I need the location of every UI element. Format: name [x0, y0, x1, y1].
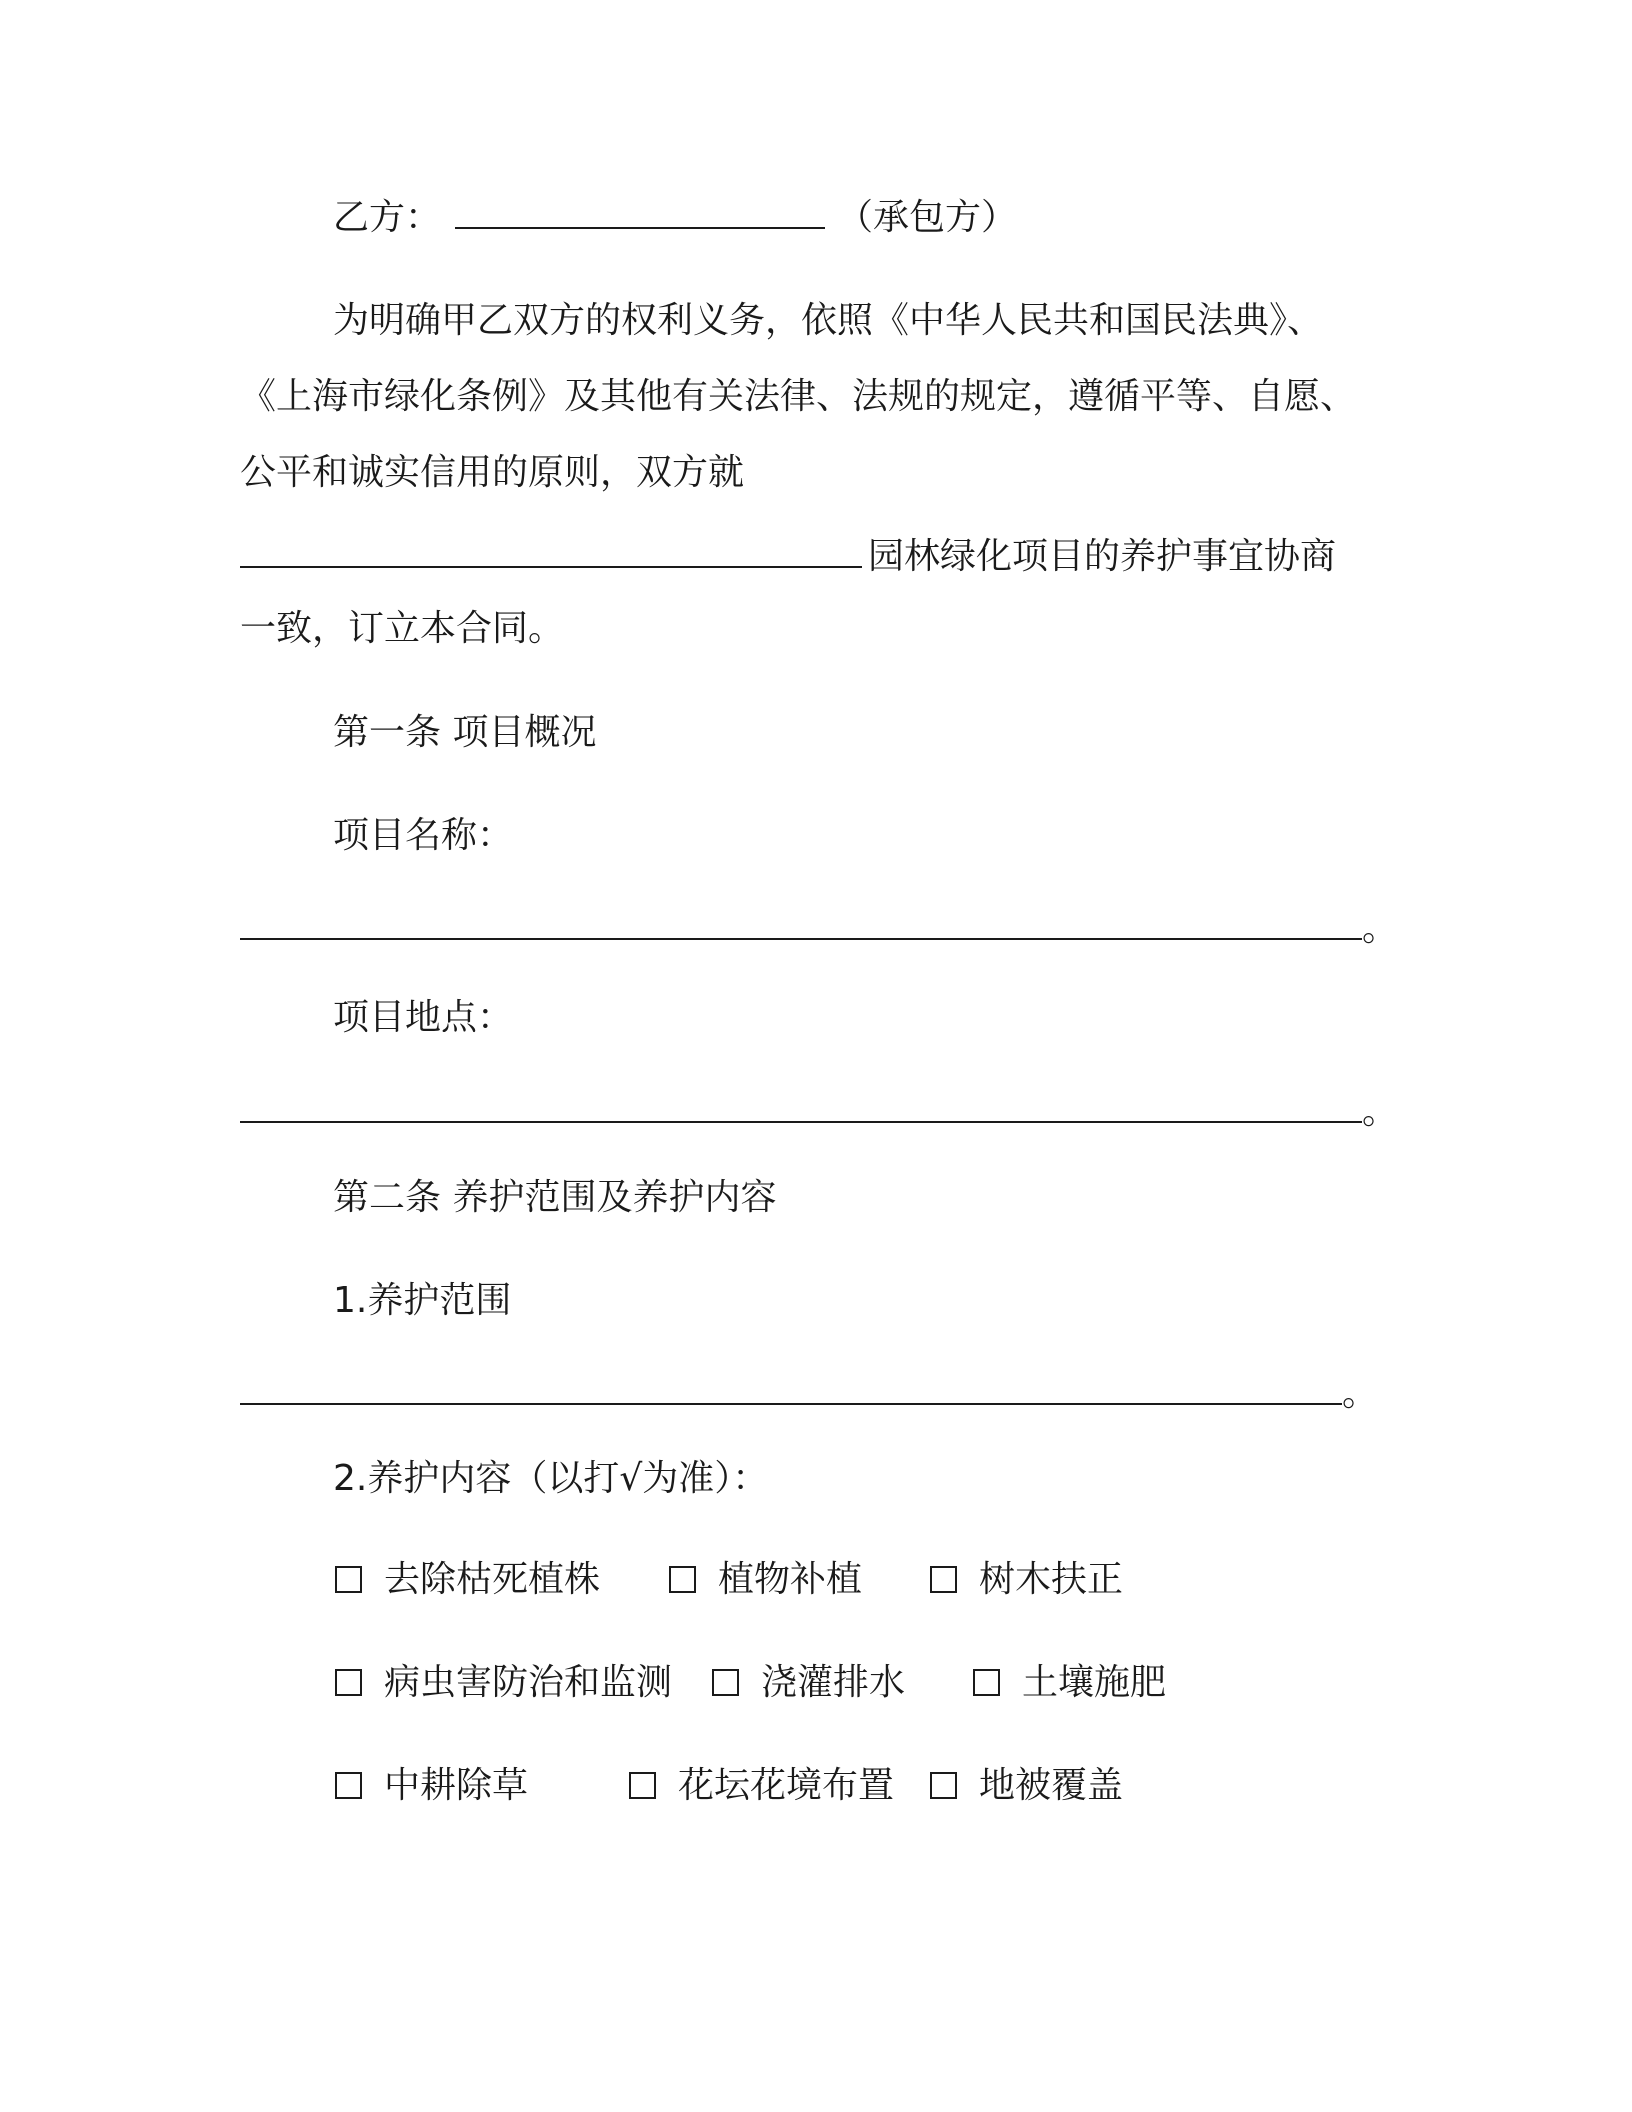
option-fertilizing[interactable]: [973, 1659, 1166, 1707]
option-label: 浇灌排水: [761, 1662, 906, 1703]
option-label: 树木扶正: [979, 1559, 1124, 1600]
checkbox[interactable]: [930, 1772, 957, 1799]
period: 。: [1362, 1091, 1399, 1132]
preamble-line-3: 公平和诚实信用的原则，双方就: [240, 452, 745, 493]
option-tree-straightening[interactable]: [930, 1556, 1123, 1604]
option-label: 中耕除草: [384, 1765, 529, 1806]
maintenance-scope-label: 1.养护范围: [333, 1280, 512, 1321]
article-1-title: 第一条 项目概况: [333, 712, 597, 753]
checkbox[interactable]: [335, 1669, 362, 1696]
option-label: 花坛花境布置: [678, 1765, 895, 1806]
checkbox[interactable]: [712, 1669, 739, 1696]
option-label: 去除枯死植株: [384, 1559, 601, 1600]
checkbox[interactable]: [669, 1566, 696, 1593]
project-name-field[interactable]: [240, 904, 1362, 940]
preamble-line-2: 《上海市绿化条例》及其他有关法律、法规的规定，遵循平等、自愿、: [240, 376, 1357, 417]
option-remove-dead-plants[interactable]: [335, 1556, 600, 1604]
preamble-line-5: 一致，订立本合同。: [240, 608, 565, 649]
checkbox[interactable]: [973, 1669, 1000, 1696]
party-b-name-field[interactable]: [455, 193, 825, 229]
period: 。: [1362, 908, 1399, 949]
party-b-suffix: （承包方）: [837, 197, 1018, 238]
checkbox[interactable]: [629, 1772, 656, 1799]
checkbox[interactable]: [335, 1566, 362, 1593]
maintenance-scope-field[interactable]: [240, 1369, 1342, 1405]
option-label: 土壤施肥: [1022, 1662, 1167, 1703]
option-label: 地被覆盖: [979, 1765, 1124, 1806]
option-ground-cover[interactable]: [930, 1762, 1123, 1810]
checkbox[interactable]: [335, 1772, 362, 1799]
maintenance-scope-line: [240, 1369, 1378, 1418]
project-name-line: [240, 904, 1398, 953]
preamble-line-4-text: 园林绿化项目的养护事宜协商: [868, 536, 1337, 577]
option-irrigation[interactable]: [712, 1659, 905, 1707]
maintenance-content-label: 2.养护内容（以打√为准）：: [333, 1458, 769, 1499]
project-name-blank[interactable]: [240, 532, 862, 568]
option-label: 植物补植: [718, 1559, 863, 1600]
option-label: 病虫害防治和监测: [384, 1662, 673, 1703]
preamble-line-1: 为明确甲乙双方的权利义务，依照《中华人民共和国民法典》、: [333, 300, 1324, 341]
project-location-label: 项目地点：: [333, 997, 514, 1038]
project-name-label: 项目名称：: [333, 815, 514, 856]
project-location-field[interactable]: [240, 1087, 1362, 1123]
party-b-label: 乙方：: [333, 197, 442, 238]
checkbox[interactable]: [930, 1566, 957, 1593]
preamble-line-4: [240, 532, 1336, 581]
project-location-line: [240, 1087, 1398, 1136]
option-pest-control[interactable]: [335, 1659, 672, 1707]
article-2-title: 第二条 养护范围及养护内容: [333, 1177, 777, 1218]
party-b-line: [333, 193, 1017, 242]
option-weeding[interactable]: [335, 1762, 528, 1810]
option-flower-beds[interactable]: [629, 1762, 894, 1810]
period: 。: [1342, 1373, 1379, 1414]
option-replanting[interactable]: [669, 1556, 862, 1604]
